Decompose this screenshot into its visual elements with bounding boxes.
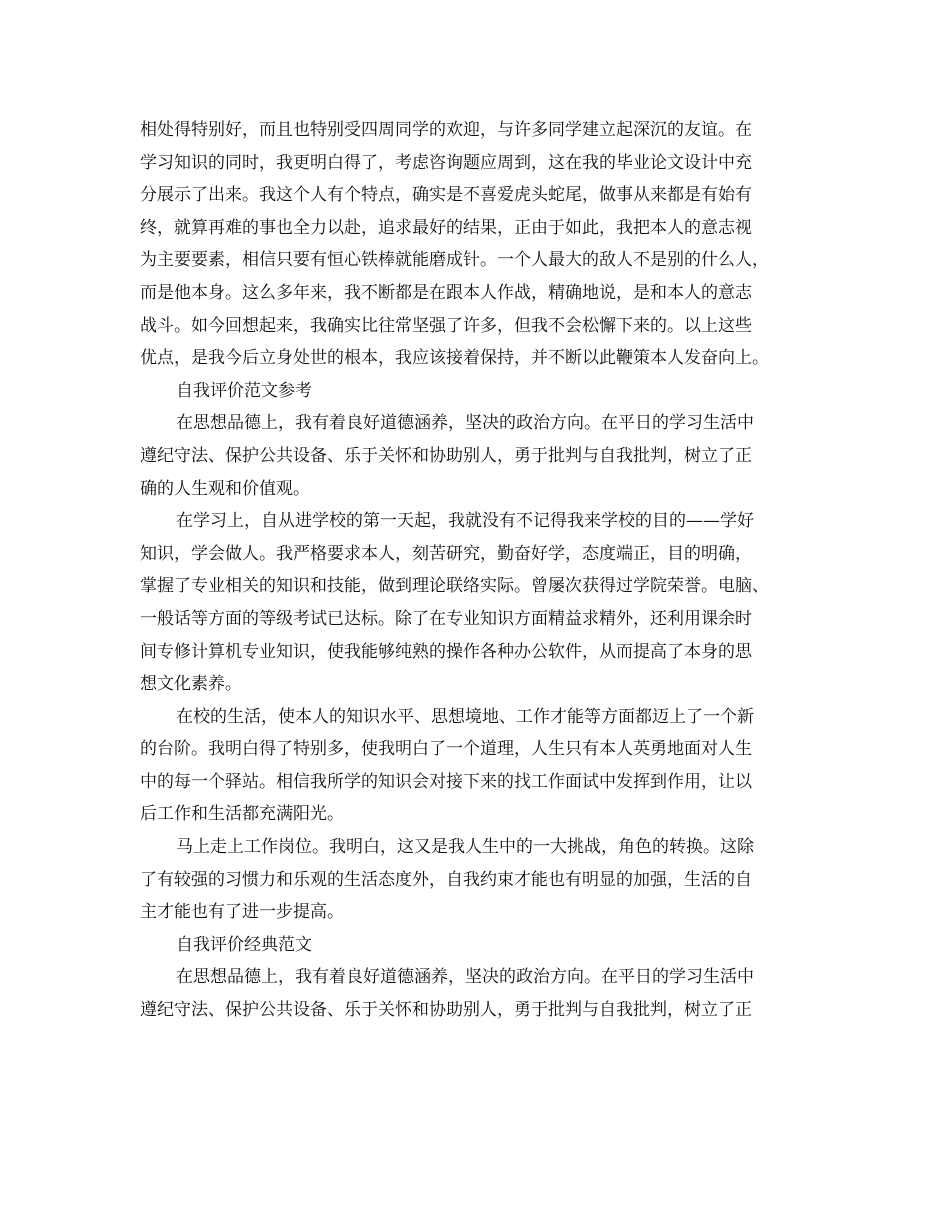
text-line: 后工作和生活都充满阳光。 bbox=[140, 804, 344, 825]
text-line: 而是他本身。这么多年来，我不断都是在跟本人作战，精确地说，是和本人的意志 bbox=[140, 282, 752, 303]
text-line: 一般话等方面的等级考试已达标。除了在专业知识方面精益求精外，还利用课余时 bbox=[140, 608, 752, 629]
text-line: 在思想品德上，我有着良好道德涵养，坚决的政治方向。在平日的学习生活中 bbox=[176, 413, 754, 434]
document-body bbox=[140, 114, 820, 1027]
section-heading: 自我评价经典范文 bbox=[176, 934, 312, 955]
text-line: 中的每一个驿站。相信我所学的知识会对接下来的找工作面试中发挥到作用，让以 bbox=[140, 771, 752, 792]
text-line: 确的人生观和价值观。 bbox=[140, 478, 310, 499]
text-line: 了有较强的习惯力和乐观的生活态度外，自我约束才能也有明显的加强，生活的自 bbox=[140, 869, 752, 890]
text-line: 主才能也有了进一步提高。 bbox=[140, 902, 344, 923]
text-line: 知识，学会做人。我严格要求本人，刻苦研究，勤奋好学，态度端正，目的明确， bbox=[140, 543, 752, 564]
text-line: 相处得特别好，而且也特别受四周同学的欢迎，与许多同学建立起深沉的友谊。在 bbox=[140, 120, 752, 140]
text-line: 为主要要素，相信只要有恒心铁棒就能磨成针。一个人最大的敌人不是别的什么人， bbox=[140, 250, 769, 271]
text-line: 马上走上工作岗位。我明白，这又是我人生中的一大挑战，角色的转换。这除 bbox=[176, 837, 754, 858]
text-line: 想文化素养。 bbox=[140, 674, 242, 695]
text-line: 遵纪守法、保护公共设备、乐于关怀和协助别人，勇于批判与自我批判，树立了正 bbox=[140, 1000, 752, 1021]
text-line: 分展示了出来。我这个人有个特点，确实是不喜爱虎头蛇尾，做事从来都是有始有 bbox=[140, 185, 752, 206]
text-line: 遵纪守法、保护公共设备、乐于关怀和协助别人，勇于批判与自我批判，树立了正 bbox=[140, 445, 752, 466]
text-line: 掌握了专业相关的知识和技能，做到理论联络实际。曾屡次获得过学院荣誉。电脑、 bbox=[140, 576, 769, 597]
text-line: 在思想品德上，我有着良好道德涵养，坚决的政治方向。在平日的学习生活中 bbox=[176, 967, 754, 988]
text-line: 优点，是我今后立身处世的根本，我应该接着保持，并不断以此鞭策本人发奋向上。 bbox=[140, 348, 769, 369]
text-line: 学习知识的同时，我更明白得了，考虑咨询题应周到，这在我的毕业论文设计中充 bbox=[140, 152, 752, 173]
text-line: 的台阶。我明白得了特别多，使我明白了一个道理，人生只有本人英勇地面对人生 bbox=[140, 739, 752, 760]
text-line: 终，就算再难的事也全力以赴，追求最好的结果，正由于如此，我把本人的意志视 bbox=[140, 217, 752, 238]
text-line: 间专修计算机专业知识，使我能够纯熟的操作各种办公软件，从而提高了本身的思 bbox=[140, 641, 752, 662]
text-line: 在学习上，自从进学校的第一天起，我就没有不记得我来学校的目的——学好 bbox=[176, 511, 754, 532]
section-heading: 自我评价范文参考 bbox=[176, 380, 312, 401]
text-line: 战斗。如今回想起来，我确实比往常坚强了许多，但我不会松懈下来的。以上这些 bbox=[140, 315, 752, 336]
text-line: 在校的生活，使本人的知识水平、思想境地、工作才能等方面都迈上了一个新 bbox=[176, 706, 754, 727]
